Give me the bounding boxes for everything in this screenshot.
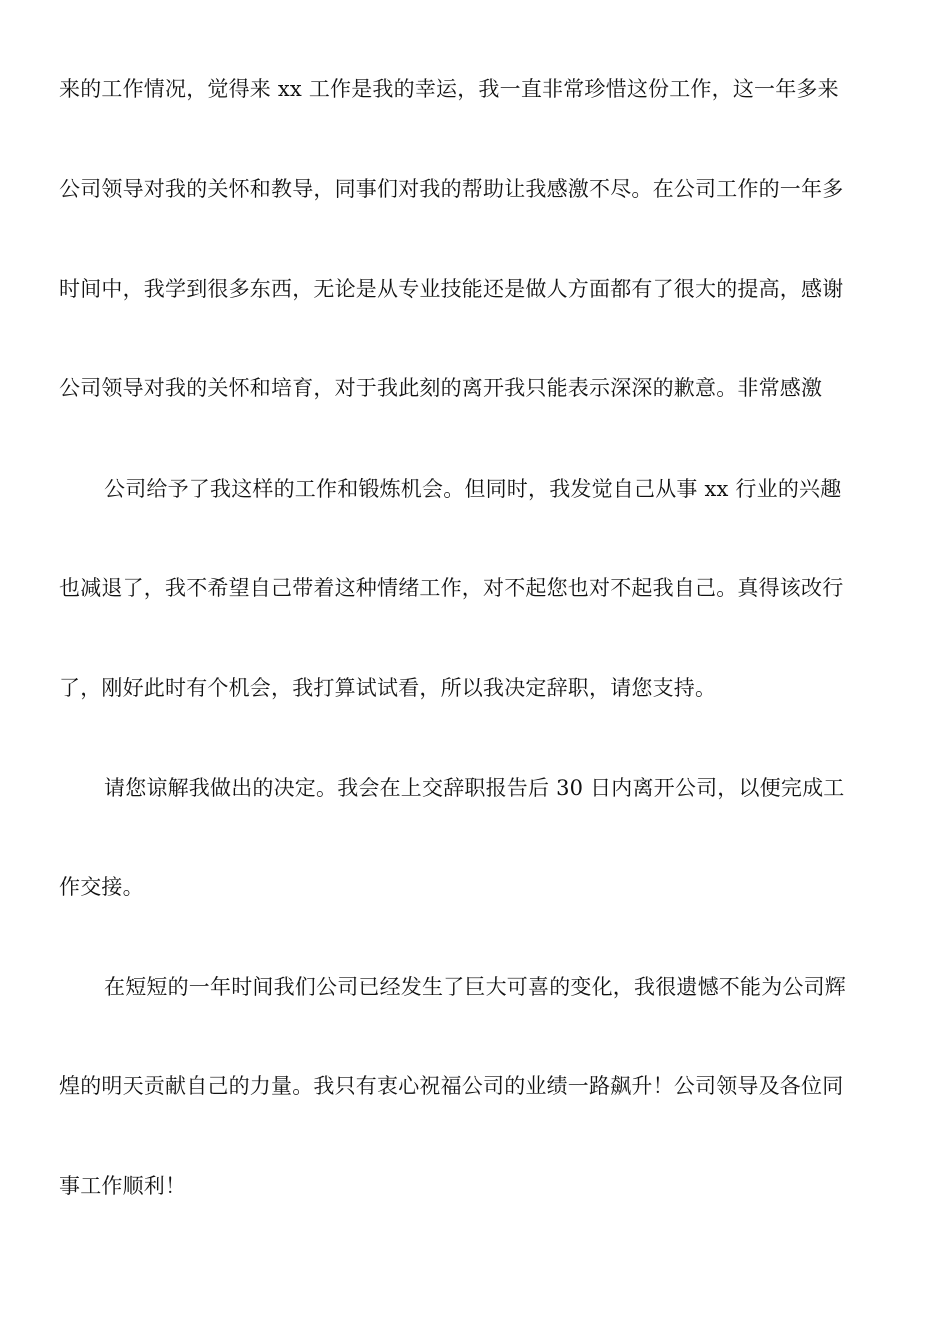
text-line-9: 作交接。	[59, 875, 144, 899]
text-line-7: 了，刚好此时有个机会，我打算试试看，所以我决定辞职，请您支持。	[59, 676, 717, 700]
text-line-3: 时间中，我学到很多东西，无论是从专业技能还是做人方面都有了很大的提高，感谢	[59, 277, 844, 301]
text-line-5: 公司给予了我这样的工作和锻炼机会。但同时，我发觉自己从事 xx 行业的兴趣	[104, 477, 842, 501]
text-line-6: 也减退了，我不希望自己带着这种情绪工作，对不起您也对不起我自己。真得该改行	[59, 576, 844, 600]
text-line-2: 公司领导对我的关怀和教导，同事们对我的帮助让我感激不尽。在公司工作的一年多	[59, 177, 844, 201]
text-line-8: 请您谅解我做出的决定。我会在上交辞职报告后 30 日内离开公司，以便完成工	[104, 776, 845, 800]
text-line-11: 煌的明天贡献自己的力量。我只有衷心祝福公司的业绩一路飙升！公司领导及各位同	[59, 1074, 844, 1098]
text-line-12: 事工作顺利！	[59, 1174, 187, 1198]
text-line-10: 在短短的一年时间我们公司已经发生了巨大可喜的变化，我很遗憾不能为公司辉	[104, 975, 846, 999]
text-line-1: 来的工作情况，觉得来 xx 工作是我的幸运，我一直非常珍惜这份工作，这一年多来	[59, 77, 839, 101]
text-line-4: 公司领导对我的关怀和培育，对于我此刻的离开我只能表示深深的歉意。非常感激	[59, 376, 823, 400]
